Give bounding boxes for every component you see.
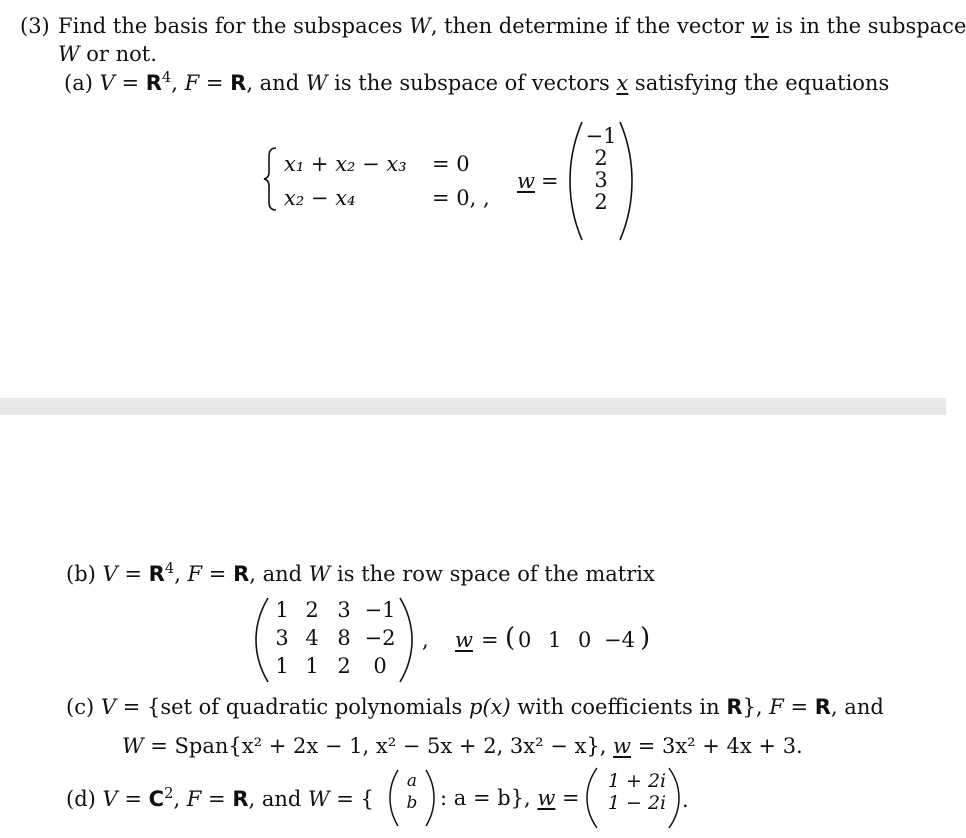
part-a-w-eq: =	[541, 169, 559, 193]
d-vec-right-paren-icon	[424, 768, 436, 828]
matrix-left-paren-icon	[254, 596, 270, 684]
vector-entry: 3	[594, 168, 608, 192]
vector-entry: 2	[594, 190, 608, 214]
part-b-pow: 4	[164, 560, 175, 577]
part-c-R2: R	[814, 695, 831, 719]
part-a-and: , and	[246, 71, 306, 96]
d-w-right-paren-icon	[667, 766, 681, 830]
part-d-W: W	[308, 787, 330, 812]
part-b-w-label: w	[455, 628, 473, 652]
right-paren-icon	[618, 120, 634, 242]
part-a-F: F	[184, 71, 200, 96]
part-c-text1: = {set of quadratic polynomials	[116, 695, 469, 719]
part-a-w-vector	[584, 125, 618, 213]
matrix-entry: 8	[337, 626, 351, 650]
part-a-sep: ,	[171, 71, 185, 96]
part-c-label: (c)	[66, 695, 95, 719]
vector-entry: 1 − 2i	[607, 792, 667, 814]
matrix-entry: 4	[305, 626, 319, 650]
part-b-W: W	[308, 562, 331, 587]
part-c-w: w	[613, 734, 632, 758]
matrix-entry: 3	[275, 626, 289, 650]
part-d-t6: : a = b},	[440, 786, 538, 810]
part-b-R2: R	[233, 562, 250, 587]
part-a-V: V	[99, 71, 115, 96]
matrix-entry: 1	[275, 654, 289, 678]
part-d-t7: =	[555, 786, 580, 810]
intro-text-4: or not.	[79, 42, 157, 66]
part-a-W: W	[305, 71, 328, 96]
part-b-comma: ,	[422, 628, 429, 652]
part-b-row-entry: −4	[604, 628, 635, 652]
part-d-R: R	[232, 787, 249, 812]
part-b-label: (b)	[66, 562, 96, 587]
part-c-wval: = 3x² + 4x + 3.	[631, 734, 803, 758]
part-d-F: F	[186, 787, 202, 812]
part-b-row-entry: 1	[548, 628, 562, 652]
problem-intro-line2	[58, 42, 157, 66]
vector-entry: a	[406, 771, 418, 791]
part-a-line	[64, 70, 889, 95]
eq-row1-rhs: = 0	[432, 152, 470, 176]
part-d-w: w	[537, 786, 556, 810]
part-d-t3: =	[201, 787, 233, 812]
part-c-text4: =	[783, 695, 815, 719]
matrix-entry: −2	[364, 626, 396, 650]
left-paren-icon	[568, 120, 584, 242]
left-brace-icon	[262, 146, 278, 212]
part-c-text5: , and	[830, 695, 884, 719]
intro-W-2: W	[58, 42, 80, 66]
part-c-text2: with coefficients in	[510, 695, 727, 719]
part-c-line2	[122, 734, 803, 758]
part-b-R: R	[148, 562, 165, 587]
matrix-right-paren-icon	[398, 596, 414, 684]
part-d-period: .	[682, 788, 689, 812]
part-b-and: , and	[249, 562, 309, 587]
matrix-entry: 1	[275, 598, 289, 622]
part-a-rest: is the subspace of vectors	[327, 71, 617, 96]
part-c-span: = Span{x² + 2x − 1, x² − 5x + 2, 3x² − x},	[143, 734, 614, 758]
intro-text-1: Find the basis for the subspaces	[58, 14, 410, 38]
part-d-w-vec	[597, 770, 677, 814]
eq-row1-lhs: x₁ + x₂ − x₃	[284, 152, 407, 176]
part-d-C: C	[148, 787, 165, 812]
part-a-rest2: satisfying the equations	[628, 71, 890, 96]
part-b-eq1: =	[117, 562, 149, 587]
part-d-vec	[400, 770, 424, 814]
vector-entry: 1 + 2i	[607, 770, 667, 792]
part-c-F: F	[769, 695, 784, 719]
part-b-eq2: =	[202, 562, 234, 587]
part-c-W: W	[122, 734, 144, 758]
part-d-t1: =	[117, 787, 149, 812]
part-b-w-eq: =	[481, 628, 499, 652]
part-a-R: R	[145, 71, 162, 96]
intro-W: W	[409, 14, 431, 38]
eq-row2-lhs: x₂ − x₄	[284, 186, 356, 210]
part-d-line-b	[440, 786, 580, 810]
part-d-V: V	[102, 787, 118, 812]
matrix-entry: 2	[337, 654, 351, 678]
intro-text-2: , then determine if the vector	[430, 14, 751, 38]
part-d-line-a	[66, 786, 374, 811]
part-c-R: R	[726, 695, 743, 719]
part-b-F: F	[187, 562, 203, 587]
part-a-x: x	[616, 71, 629, 96]
part-d-t4: , and	[248, 787, 309, 812]
part-b-row-close-paren: )	[640, 623, 651, 653]
page-divider	[0, 398, 946, 415]
part-a-w-label: w	[517, 169, 535, 193]
matrix-entry: −1	[364, 598, 396, 622]
part-b-line	[66, 561, 655, 586]
part-a-R2: R	[230, 71, 247, 96]
problem-number: (3)	[20, 14, 50, 38]
part-b-rest: is the row space of the matrix	[330, 562, 655, 587]
problem-intro-line1	[58, 14, 966, 38]
part-d-label: (d)	[66, 787, 96, 812]
matrix-entry: 3	[337, 598, 351, 622]
matrix-entry: 0	[373, 654, 387, 678]
eq-row2-rhs: = 0, ,	[432, 186, 490, 210]
part-c-text3: },	[742, 695, 770, 719]
vector-entry: b	[406, 793, 418, 813]
intro-text-3: is in the subspace	[768, 14, 966, 38]
part-c-V: V	[100, 695, 117, 719]
part-d-t5: = {	[329, 787, 374, 812]
intro-w: w	[750, 14, 769, 38]
part-d-t2: ,	[173, 787, 187, 812]
d-vec-left-paren-icon	[388, 768, 400, 828]
vector-entry: 2	[594, 146, 608, 170]
part-b-row-entry: 0	[518, 628, 532, 652]
part-a-pow: 4	[161, 69, 172, 86]
part-b-sep: ,	[174, 562, 188, 587]
matrix-entry: 2	[305, 598, 319, 622]
matrix-entry: 1	[305, 654, 319, 678]
part-a-eq1: =	[114, 71, 146, 96]
part-b-row-open-paren: (	[505, 623, 516, 653]
part-d-pow: 2	[164, 785, 174, 802]
part-a-label: (a)	[64, 71, 93, 96]
part-b-V: V	[102, 562, 118, 587]
part-c-px: p(x)	[468, 695, 511, 719]
vector-entry: −1	[585, 124, 617, 148]
part-a-eq2: =	[199, 71, 231, 96]
part-c-line1	[66, 695, 884, 719]
part-b-row-entry: 0	[578, 628, 592, 652]
